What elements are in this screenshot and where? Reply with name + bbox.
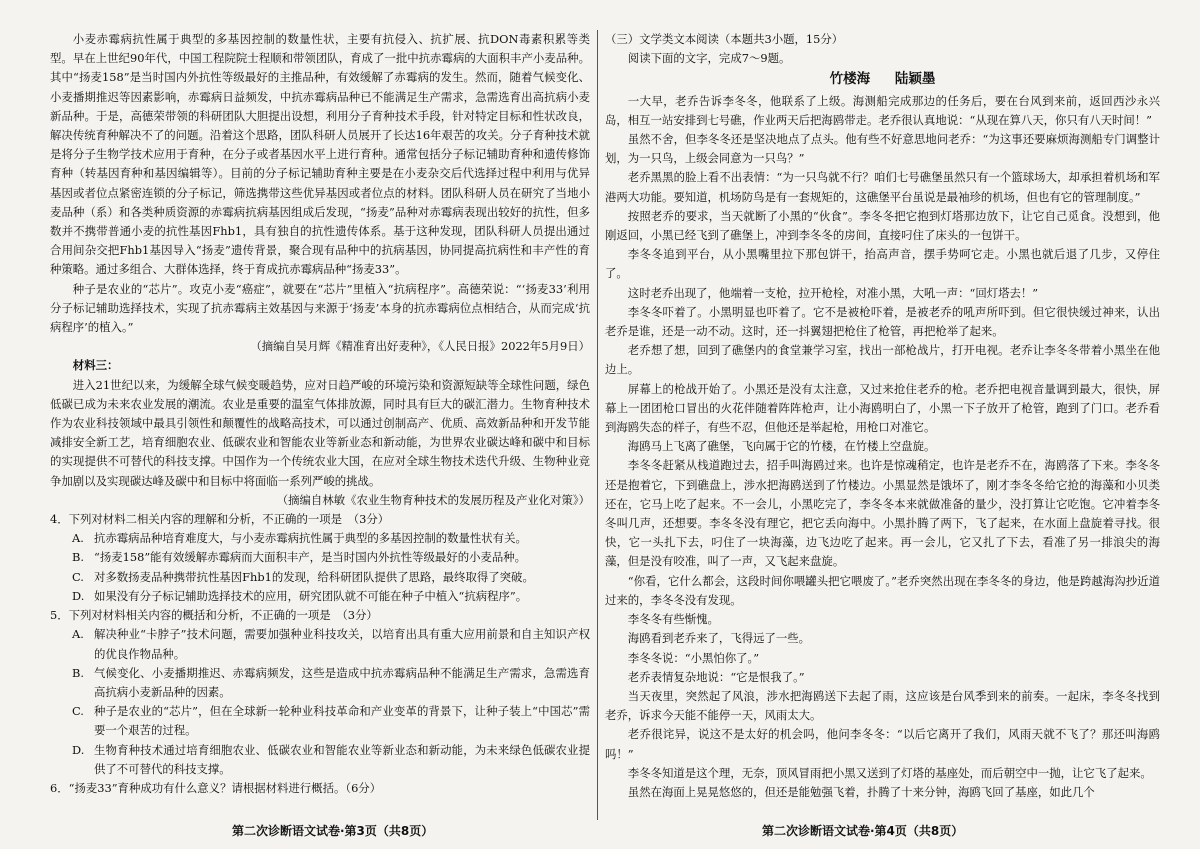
material2-paragraph-1: 小麦赤霉病抗性属于典型的多基因控制的数量性状，主要有抗侵入、抗扩展、抗DON毒素积累等类型。早在上世纪90年代，中国工程院院士程顺和带领团队，育成了一批中抗赤霉病的大面积丰产小麦品种。其中“扬麦158”是当时国内外抗性等级最好的主推品种，有效缓解了赤霉病的发生。然而，随着气候变化、小麦播期推迟等因素影响，赤霉病日益频发，中抗赤霉病品种已不能满足生产需求，急需选育出高抗病小麦新品种。于是，高德荣带领的科研团队大胆提出设想，利用分子育种技术手段，针对特定目标和性状改良，解决传统育种解决不了的问题。沿着这个思路，团队科研人员展开了长达16年艰苦的攻关。分子育种技术就是将分子生物学技术应用于育种，在分子或者基因水平上进行育种。通常包括分子标记辅助育种和遗传修饰育种（转基因育种和基因编辑等）。目前的分子标记辅助育种主要是在小麦杂交后代选择过程中利用与优异基因或者位点紧密连锁的分子标记，筛选携带这些优异基因或者位点的材料。团队科研人员在研究了当地小麦品种（系）和各类种质资源的赤霉病抗病基因组成后发现，“扬麦”品种对赤霉病表现出较好的抗性，但多数并不携带普通小麦的抗性基因Fhb1，具有独自的抗性遗传体系。基于这种发现，团队科研人员提出通过合用间杂交把Fhb1基因导入“扬麦”遗传背景，聚合现有品种中的抗病基因，协同提高抗病性和丰产性的育种策略。通过多组合、大群体选择，终于育成抗赤霉病品种“扬麦33”。 [50, 32, 590, 277]
q4-option-d: D. 如果没有分子标记辅助选择技术的应用，研究团队就不可能在种子中植入“抗病程序”。 [72, 588, 528, 603]
q5-option-d: D. 生物育种技术通过培育细胞农业、低碳农业和智能农业等新业态和新动能，为未来绿色低碳农业提供了不可替代的科技支撑。 [72, 742, 590, 776]
reading-instruction: 阅读下面的文字，完成7～9题。 [627, 51, 791, 66]
story-paragraph: 这时老乔出现了，他端着一支枪，拉开枪栓，对准小黑，大吼一声：“回灯塔去！” [627, 285, 1039, 300]
material2-source: （摘编自吴月辉《精准育出好麦种》，《人民日报》2022年5月9日） [250, 339, 590, 354]
story-paragraph: 海鸥马上飞离了礁堡，飞向属于它的竹楼，在竹楼上空盘旋。 [627, 439, 936, 454]
story-paragraph: 李冬冬吓着了。小黑明显也吓着了。它不是被枪吓着，是被老乔的吼声所吓到。但它很快缓过神来，认出老乔是谁，还是一动不动。这时，还一抖翼翅把枪住了枪管，再把枪举了起来。 [605, 304, 1160, 339]
story-title: 竹楼海 [829, 71, 871, 88]
story-paragraph: 李冬冬知道是这个理，无奈，顶风冒雨把小黑又送到了灯塔的基座处，而后朝空中一抛，让它飞了起来。 [627, 765, 1152, 780]
section-heading: （三）文学类文本阅读（本题共3小题，15分） [605, 32, 844, 46]
story-paragraph: 老乔想了想，回到了礁堡内的食堂兼学习室，找出一部枪战片，打开电视。老乔让李冬冬带着小黑坐在他边上。 [605, 343, 1160, 377]
q4-option-a: A. 抗赤霉病品种培育难度大，与小麦赤霉病抗性属于典型的多基因控制的数量性状有关。 [72, 531, 527, 546]
question-5: 5．下列对材料相关内容的概括和分析，不正确的一项是 （3分） [50, 608, 378, 623]
story-paragraph: 虽然不舍，但李冬冬还是坚决地点了点头。他有些不好意思地问老乔：“为这事还要麻烦海测船专门调整计划，为一只鸟，上级会同意为一只鸟？” [605, 132, 1160, 166]
story-paragraph: 老乔表情复杂地说：“它是恨我了。” [627, 669, 805, 684]
q4-option-c: C. 对多数扬麦品种携带抗性基因Fhb1的发现，给科研团队提供了思路，最终取得了突破。 [72, 569, 534, 584]
q5-option-c: C. 种子是农业的“芯片”，但在全球新一轮种业科技革命和产业变革的背景下，让种子装上“中国芯”需要一个艰苦的过程。 [72, 704, 590, 738]
column-divider [597, 30, 598, 820]
story-paragraph: 李冬冬追到平台，从小黑嘴里拉下那包饼干，抬高声音，摆手势呵它走。小黑也就后退了几步，又停住了。 [605, 247, 1160, 281]
material3-source: （摘编自林敏《农业生物育种技术的发展历程及产业化对策》） [276, 492, 590, 507]
story-paragraph: 海鸥看到老乔来了，飞得远了一些。 [627, 631, 811, 646]
material3-title: 材料三： [72, 358, 119, 373]
story-author: 陆颖墨 [894, 71, 936, 88]
story-paragraph: 老乔黑黑的脸上看不出表情：“为一只鸟就不行？咱们七号礁堡虽然只有一个篮球场大，却承担着机场和军港两大功能。要知道，机场防鸟是有一套规矩的，这礁堡平台虽说是最袖珍的机场，但也有它的管理制度。” [605, 170, 1160, 204]
story-body [605, 92, 1160, 803]
story-paragraph: “你看，它什么都会，这段时间你喂罐头把它喂废了。”老乔突然出现在李冬冬的身边，他是跨越海沟抄近道过来的，李冬冬没有发现。 [605, 573, 1160, 607]
story-paragraph: 一大早，老乔告诉李冬冬，他联系了上级。海测船完成那边的任务后，要在台风到来前，返回西沙永兴岛，相互一站安排到七号礁，作业两天后把海鸥带走。老乔很认真地说：“从现在算八天，你只有八天时间！” [605, 93, 1160, 127]
question-4: 4．下列对材料二相关内容的理解和分析，不正确的一项是 （3分） [50, 512, 390, 527]
story-paragraph: 李冬冬有些惭愧。 [627, 612, 719, 627]
question-6: 6．“扬麦33”育种成功有什么意义？请根据材料进行概括。（6分） [50, 780, 382, 795]
story-paragraph: 虽然在海面上晃晃悠悠的，但还是能勉强飞着，扑腾了十来分钟，海鸥飞回了基座，如此几个 [627, 784, 1095, 799]
q5-option-b: B. 气候变化、小麦播期推迟、赤霉病频发，这些是造成中抗赤霉病品种不能满足生产需求，急需选育高抗病小麦新品种的因素。 [72, 665, 590, 699]
story-paragraph: 老乔很诧异，说这不是太好的机会吗，他问李冬冬：“以后它离开了我们，风雨天就不飞了？那还叫海鸥吗！” [605, 727, 1160, 761]
story-paragraph: 李冬冬说：“小黑怕你了。” [627, 650, 760, 665]
story-paragraph: 当天夜里，突然起了风浪，涉水把海鸥送下去起了雨，这应该是台风季到来的前奏。一起床，李冬冬找到老乔，诉求今天能不能停一天，风雨太大。 [605, 688, 1160, 723]
story-title-line [605, 70, 1160, 89]
right-column [605, 30, 1160, 810]
footer-left: 第二次诊断语文试卷·第3页（共8页） [232, 824, 434, 838]
material3-paragraph: 进入21世纪以来，为缓解全球气候变暖趋势，应对日趋严峻的环境污染和资源短缺等全球性问题，绿色低碳已成为未来农业发展的潮流。农业是重要的温室气体排放源，同时具有巨大的碳汇潜力。生物育种技术作为农业科技领域中最具引领性和颠覆性的战略高技术，可以通过创制高产、优质、高效新品种和开发节能减排安全新工艺，培育细胞农业、低碳农业和智能农业等新业态和新动能，为世界农业碳达峰和碳中和目标的实现提供不可替代的科技支撑。中国作为一个传统农业大国，在应对全球生物技术迭代升级、生物种业竞争加剧以及实现碳达峰及碳中和目标中将面临一系列严峻的挑战。 [50, 377, 590, 488]
q5-option-a: A. 解决种业“卡脖子”技术问题，需要加强种业科技攻关，以培育出具有重大应用前景和自主知识产权的优良作物品种。 [72, 627, 590, 661]
story-paragraph: 李冬冬赶紧从栈道跑过去，招手叫海鸥过来。也许是惊魂稍定，也许是老乔不在，海鸥落了下来。李冬冬还是抱着它，下到礁盘上，涉水把海鸥送到了竹楼边。小黑显然是饿坏了，刚才李冬冬给它抢的海藻和小贝类还在，它马上吃了起来。不一会儿，小黑吃完了，李冬冬本来就做准备的量少，没打算让它吃饱。它冲着李冬冬叫几声，还想要。李冬冬没有理它，把它丢向海中。小黑扑腾了两下，飞了起来，在水面上盘旋着寻找。很快，它一头扎下去，叼住了一块海藻，边飞边吃了起来。再一会儿，它又扎了下去，看准了另一排浪尖的海藻，但是没有咬准，叫了一声，又飞起来盘旋。 [605, 458, 1160, 569]
material2-paragraph-2: 种子是农业的“芯片”。攻克小麦“癌症”，就要在“芯片”里植入“抗病程序”。高德荣说：“‘扬麦33’利用分子标记辅助选择技术，实现了抗赤霉病主效基因与来源于‘扬麦’本身的抗赤霉病位点相结合，从而完成‘抗病程序’的植入。” [50, 281, 590, 335]
story-paragraph: 屏幕上的枪战开始了。小黑还是没有太注意，又过来抢住老乔的枪。老乔把电视音量调到最大，很快，屏幕上一团团枪口冒出的火花伴随着阵阵枪声，让小海鸥明白了，小黑一下子放开了枪管，跑到了门口。老乔看到海鸥失态的样子，有些不忍，但他还是举起枪，用枪口对准它。 [605, 381, 1160, 435]
left-column [50, 30, 590, 810]
story-paragraph: 按照老乔的要求，当天就断了小黑的“伙食”。李冬冬把它抱到灯塔那边放下，让它自己觅食。没想到，他刚返回，小黑已经飞到了礁堡上，冲到李冬冬的房间，直接叼住了床头的一包饼干。 [605, 208, 1160, 243]
q4-option-b: B. “扬麦158”能有效缓解赤霉病而大面积丰产，是当时国内外抗性等级最好的小麦品种。 [72, 550, 527, 565]
footer-right: 第二次诊断语文试卷·第4页（共8页） [762, 824, 964, 838]
